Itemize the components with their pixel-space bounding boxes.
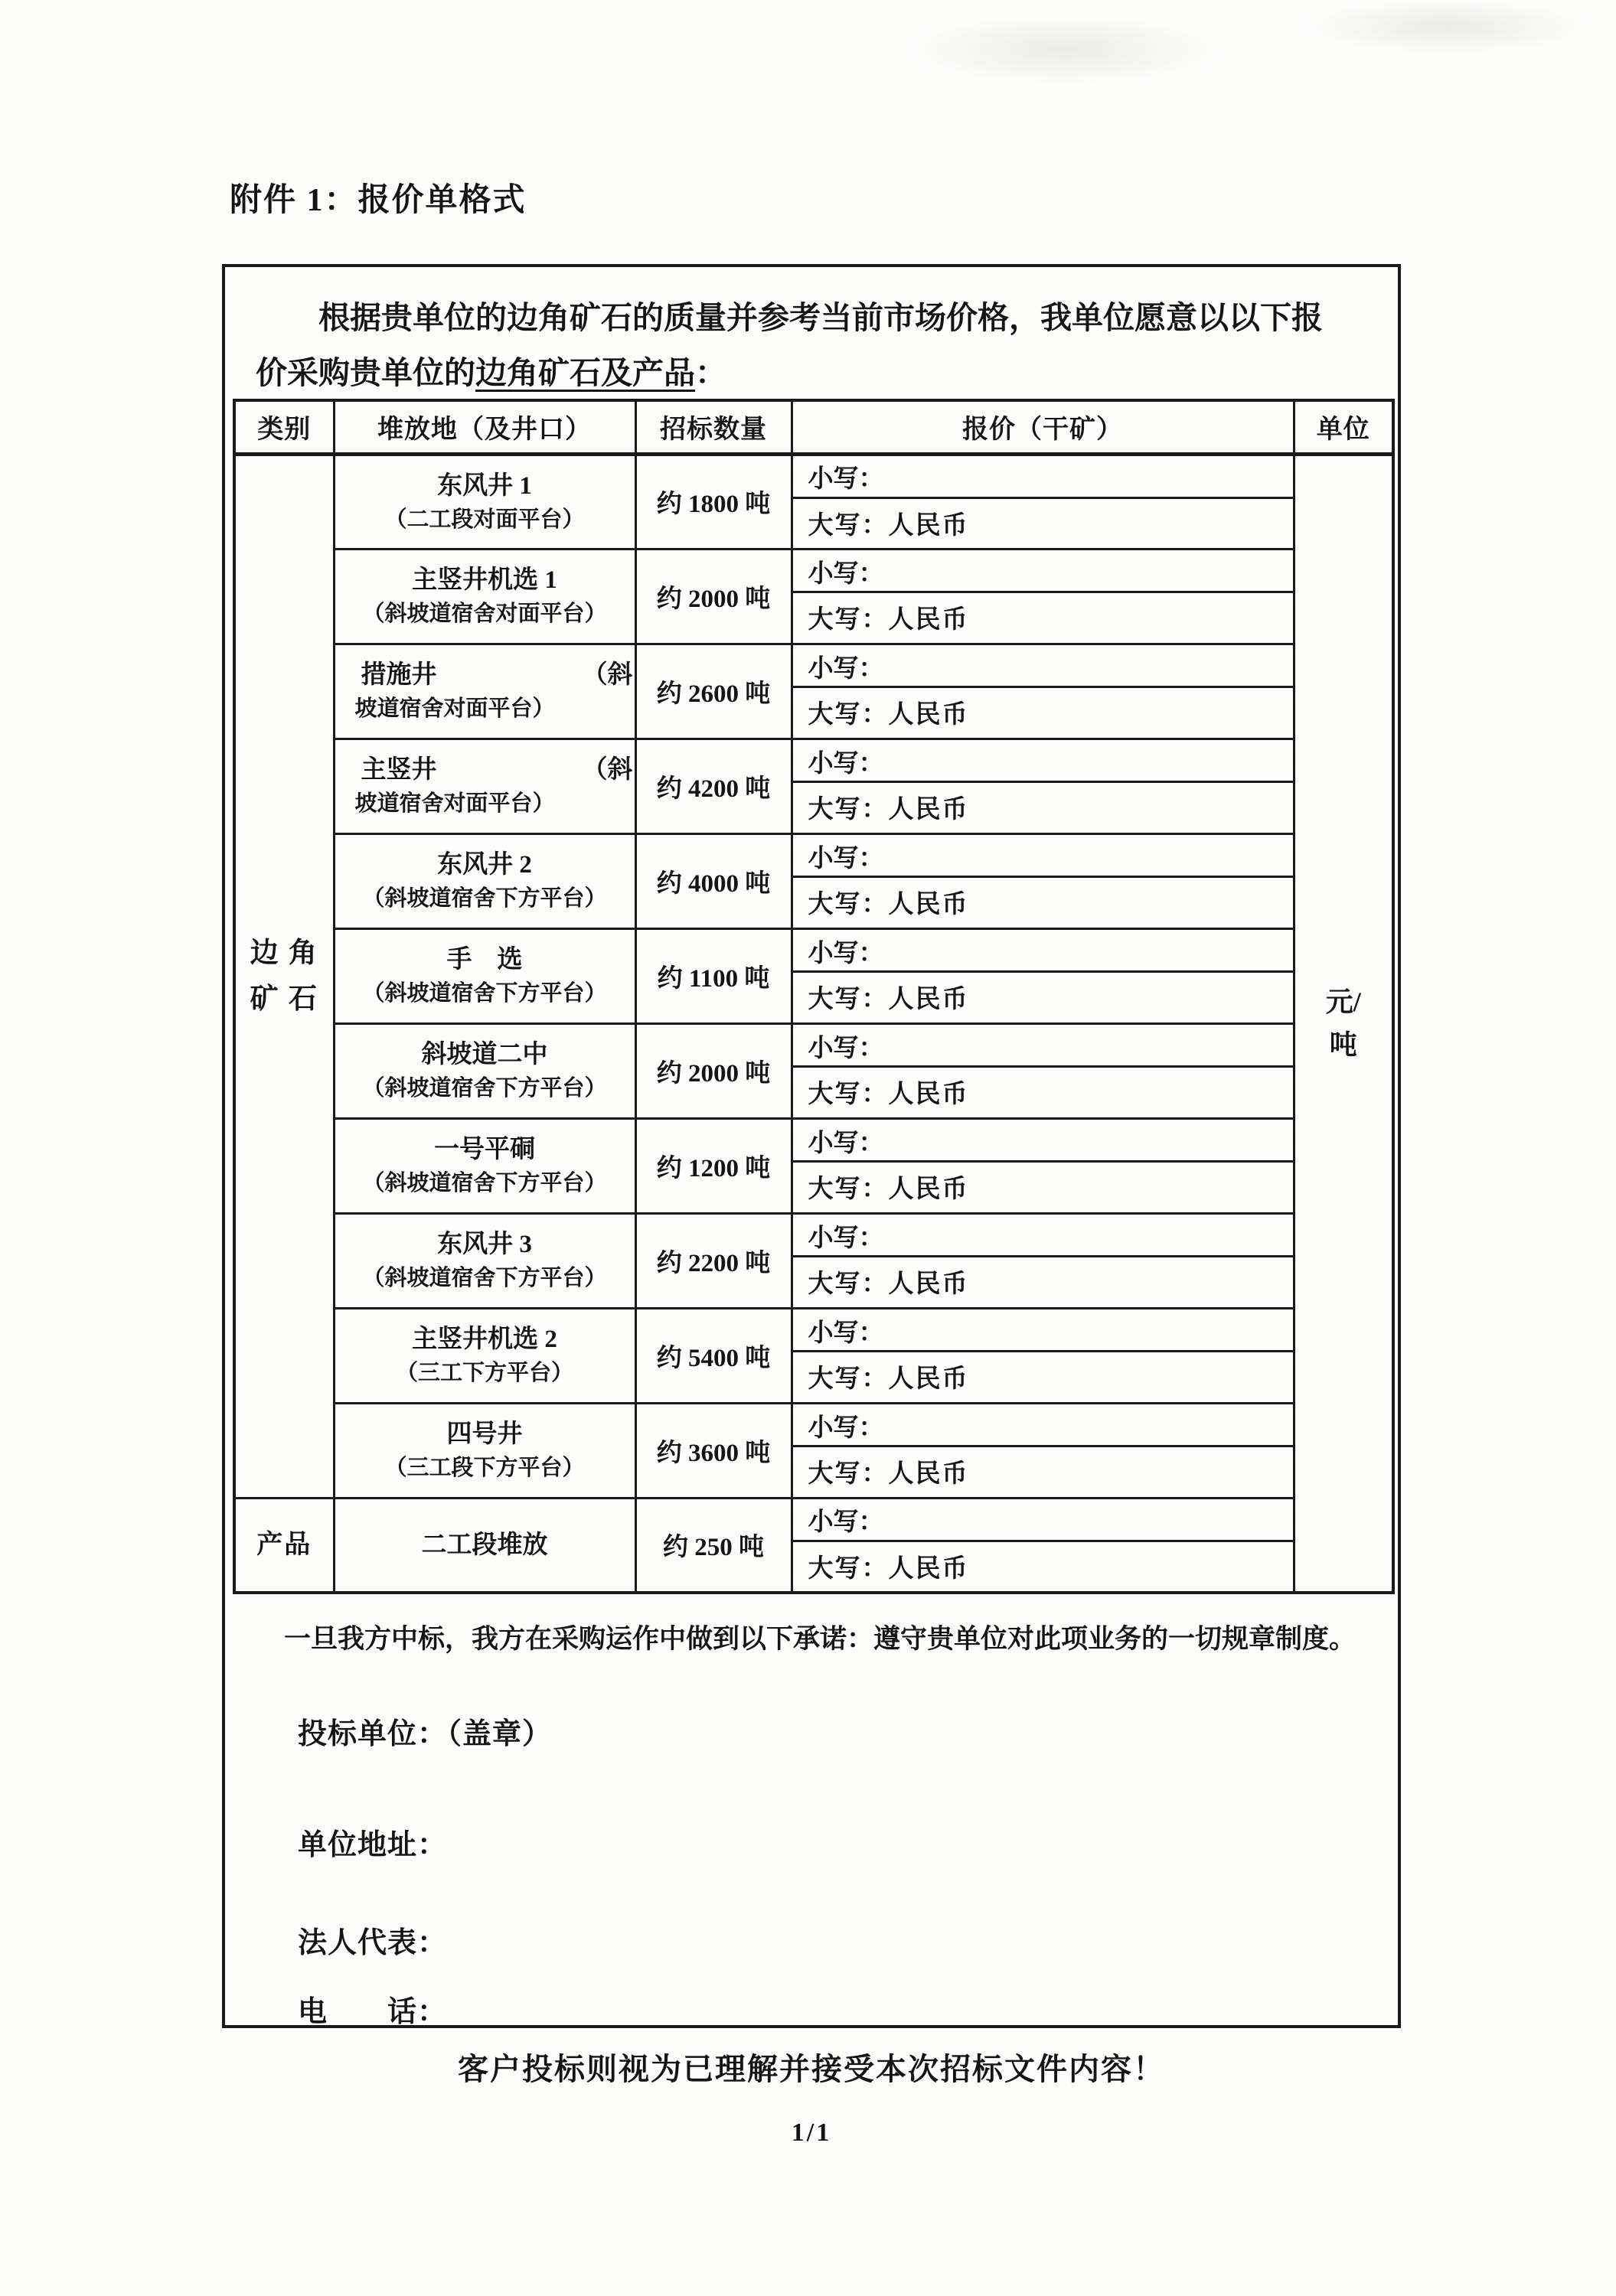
intro-paragraph bbox=[225, 267, 1398, 400]
table-row bbox=[234, 1308, 1393, 1403]
price-in-figures-blank: 小写： bbox=[793, 1405, 1293, 1447]
stockpile-location-cell bbox=[334, 644, 635, 739]
table-row bbox=[234, 549, 1393, 644]
price-cell bbox=[792, 1308, 1294, 1403]
price-in-words-blank: 大写：人民币 bbox=[808, 511, 969, 540]
tender-quantity-cell: 约 5400 吨 bbox=[635, 1308, 792, 1403]
table-row bbox=[234, 454, 1393, 549]
unit-address-label: 单位地址： bbox=[298, 1829, 448, 1861]
stockpile-location-cell bbox=[334, 1023, 635, 1118]
stockpile-location-cell bbox=[334, 739, 635, 833]
location-detail: （三工下方平台） bbox=[395, 1361, 573, 1385]
location-name: 一号平硐 bbox=[434, 1136, 535, 1163]
price-in-figures-blank: 小写： bbox=[793, 931, 1293, 973]
location-name: 主竖井 （斜 bbox=[361, 756, 633, 784]
price-cell bbox=[792, 928, 1294, 1023]
stockpile-location-cell bbox=[334, 1498, 635, 1593]
location-detail: （二工段对面平台） bbox=[384, 507, 585, 532]
intro-line-2: 价采购贵单位的边角矿石及产品： bbox=[256, 355, 726, 390]
stockpile-location-cell bbox=[334, 549, 635, 644]
location-detail: 坡道宿舍对面平台） bbox=[354, 791, 555, 816]
scan-smudge bbox=[1301, 0, 1592, 54]
underlined-phrase: 边角矿石及产品 bbox=[475, 355, 695, 390]
tender-quantity-cell: 约 3600 吨 bbox=[635, 1403, 792, 1498]
price-cell bbox=[792, 454, 1294, 549]
location-detail: （斜坡道宿舍下方平台） bbox=[362, 886, 607, 911]
tender-quantity-cell: 约 2000 吨 bbox=[635, 1023, 792, 1118]
header-tender-quantity: 招标数量 bbox=[635, 400, 792, 454]
tender-quantity-cell: 约 1100 吨 bbox=[635, 928, 792, 1023]
price-cell bbox=[792, 1118, 1294, 1213]
price-in-figures-blank: 小写： bbox=[793, 1026, 1293, 1068]
tender-quantity-cell: 约 2600 吨 bbox=[635, 644, 792, 739]
bidder-unit-label: 投标单位：（盖章） bbox=[298, 1718, 553, 1750]
price-in-words-blank: 大写：人民币 bbox=[808, 1460, 969, 1488]
header-stockpile-location: 堆放地（及井口） bbox=[334, 400, 635, 454]
price-cell bbox=[792, 549, 1294, 644]
price-in-words-blank: 大写：人民币 bbox=[808, 606, 969, 634]
price-in-words-blank: 大写：人民币 bbox=[808, 1365, 969, 1393]
price-in-words-blank: 大写：人民币 bbox=[808, 1270, 969, 1298]
table-row bbox=[234, 1403, 1393, 1498]
table-row bbox=[234, 928, 1393, 1023]
tender-quantity-cell: 约 4200 吨 bbox=[635, 739, 792, 833]
price-cell bbox=[792, 644, 1294, 739]
location-name: 主竖井机选 2 bbox=[412, 1326, 557, 1353]
tender-quantity-cell: 约 2200 吨 bbox=[635, 1213, 792, 1308]
table-header-row bbox=[234, 400, 1393, 454]
price-in-words-blank: 大写：人民币 bbox=[808, 891, 969, 918]
price-cell bbox=[792, 739, 1294, 833]
stockpile-location-cell bbox=[334, 833, 635, 928]
price-cell bbox=[792, 833, 1294, 928]
location-name: 主竖井机选 1 bbox=[412, 566, 557, 594]
header-quote-price: 报价（干矿） bbox=[792, 400, 1294, 454]
stockpile-location-cell bbox=[334, 454, 635, 549]
location-detail: （斜坡道宿舍对面平台） bbox=[362, 602, 607, 626]
location-detail: （三工段下方平台） bbox=[384, 1456, 585, 1480]
stockpile-location-cell bbox=[334, 928, 635, 1023]
price-in-words-blank: 大写：人民币 bbox=[808, 986, 969, 1013]
stockpile-location-cell bbox=[334, 1118, 635, 1213]
price-in-figures-blank: 小写： bbox=[793, 836, 1293, 878]
price-in-figures-blank: 小写： bbox=[793, 646, 1293, 688]
page-title: 附件 1：报价单格式 bbox=[230, 183, 527, 218]
price-in-words-blank: 大写：人民币 bbox=[808, 1081, 969, 1108]
location-name: 四号井 bbox=[446, 1420, 523, 1448]
tender-quantity-cell: 约 250 吨 bbox=[635, 1498, 792, 1593]
price-in-figures-blank: 小写： bbox=[793, 1120, 1293, 1163]
price-in-figures-blank: 小写： bbox=[793, 1500, 1293, 1542]
location-name: 东风井 3 bbox=[437, 1231, 532, 1258]
stockpile-location-cell bbox=[334, 1308, 635, 1403]
price-in-figures-blank: 小写： bbox=[793, 551, 1293, 593]
commitment-statement: 一旦我方中标，我方在采购运作中做到以下承诺：遵守贵单位对此项业务的一切规章制度。 bbox=[284, 1624, 1356, 1654]
price-in-words-blank: 大写：人民币 bbox=[808, 701, 969, 729]
table-row bbox=[234, 1118, 1393, 1213]
table-row bbox=[234, 739, 1393, 833]
table-row bbox=[234, 1213, 1393, 1308]
table-row bbox=[234, 644, 1393, 739]
tender-quantity-cell: 约 2000 吨 bbox=[635, 549, 792, 644]
location-name: 二工段堆放 bbox=[421, 1531, 548, 1559]
quote-table-body bbox=[234, 454, 1393, 1593]
tender-quantity-cell: 约 1800 吨 bbox=[635, 454, 792, 549]
price-in-words-blank: 大写：人民币 bbox=[808, 796, 969, 823]
location-detail: （斜坡道宿舍下方平台） bbox=[362, 981, 607, 1006]
price-in-figures-blank: 小写： bbox=[793, 1310, 1293, 1352]
location-name: 东风井 1 bbox=[437, 471, 532, 500]
table-row bbox=[234, 1498, 1393, 1593]
intro-line-1: 根据贵单位的边角矿石的质量并参考当前市场价格，我单位愿意以以下报 bbox=[318, 300, 1323, 335]
quotation-table bbox=[233, 399, 1395, 1594]
footer-note: 客户投标则视为已理解并接受本次招标文件内容！ bbox=[458, 2052, 1165, 2086]
form-outer-box bbox=[222, 264, 1401, 2028]
unit-cell: 元/ 吨 bbox=[1294, 454, 1393, 1593]
location-name: 斜坡道二中 bbox=[421, 1041, 548, 1068]
location-detail: （斜坡道宿舍下方平台） bbox=[362, 1171, 607, 1195]
price-cell bbox=[792, 1023, 1294, 1118]
price-in-figures-blank: 小写： bbox=[793, 741, 1293, 783]
location-detail: 坡道宿舍对面平台） bbox=[354, 696, 555, 721]
location-name: 措施井 （斜 bbox=[361, 661, 633, 689]
price-cell bbox=[792, 1498, 1294, 1593]
category-product-cell: 产品 bbox=[234, 1498, 334, 1593]
scan-smudge bbox=[903, 15, 1225, 84]
price-cell bbox=[792, 1403, 1294, 1498]
location-name: 东风井 2 bbox=[437, 851, 532, 879]
price-in-words-blank: 大写：人民币 bbox=[808, 1554, 969, 1583]
stockpile-location-cell bbox=[334, 1403, 635, 1498]
location-detail: （斜坡道宿舍下方平台） bbox=[362, 1076, 607, 1101]
header-category: 类别 bbox=[234, 400, 334, 454]
page-number: 1/1 bbox=[791, 2118, 832, 2147]
category-group-cell: 边 角 矿 石 bbox=[234, 454, 334, 1498]
location-name: 手 选 bbox=[446, 946, 523, 974]
legal-representative-label: 法人代表： bbox=[298, 1927, 448, 1959]
header-unit: 单位 bbox=[1294, 400, 1393, 454]
table-row bbox=[234, 833, 1393, 928]
tender-quantity-cell: 约 4000 吨 bbox=[635, 833, 792, 928]
phone-label: 电 话： bbox=[298, 1996, 448, 2028]
location-detail: （斜坡道宿舍下方平台） bbox=[362, 1266, 607, 1290]
price-in-words-blank: 大写：人民币 bbox=[808, 1176, 969, 1203]
tender-quantity-cell: 约 1200 吨 bbox=[635, 1118, 792, 1213]
price-in-figures-blank: 小写： bbox=[793, 1215, 1293, 1257]
table-row bbox=[234, 1023, 1393, 1118]
price-cell bbox=[792, 1213, 1294, 1308]
price-in-figures-blank: 小写： bbox=[793, 457, 1293, 499]
stockpile-location-cell bbox=[334, 1213, 635, 1308]
